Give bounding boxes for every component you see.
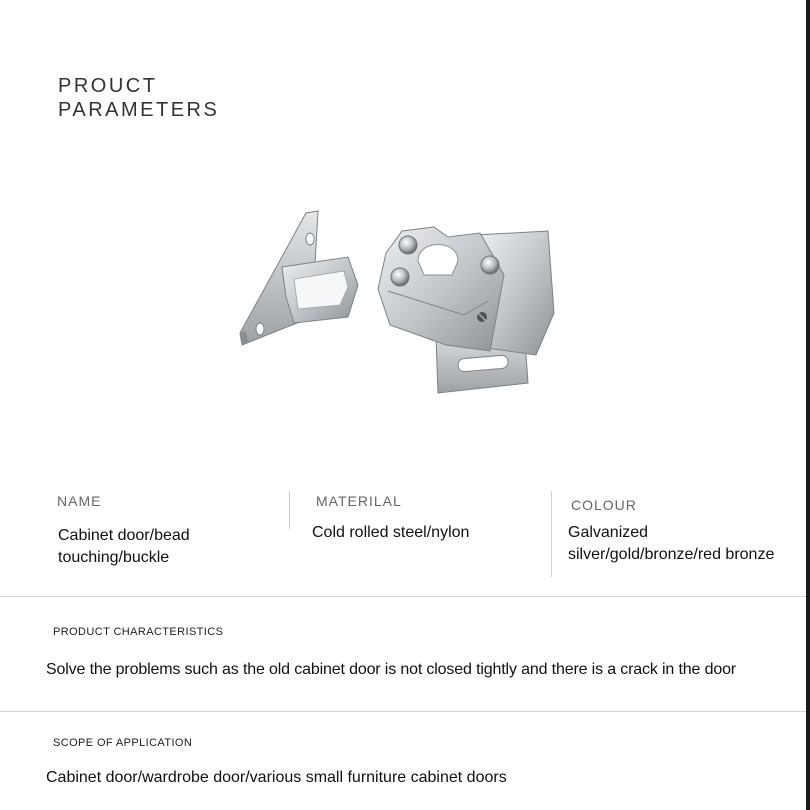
name-value-line2: touching/buckle — [58, 549, 170, 566]
colour-value — [568, 522, 774, 566]
material-value: Cold rolled steel/nylon — [312, 524, 470, 541]
scope-text: Cabinet door/wardrobe door/various small furniture cabinet doors — [46, 769, 507, 786]
colour-label: COLOUR — [571, 497, 637, 513]
name-value-line1: Cabinet door/bead — [58, 527, 190, 544]
name-label: NAME — [57, 493, 102, 509]
page-title-line1: PROUCT — [58, 75, 158, 97]
product-image — [236, 205, 576, 405]
section-divider-2 — [0, 711, 806, 712]
page-title — [58, 74, 219, 122]
colour-value-line1: Galvanized — [568, 524, 649, 541]
column-divider-2 — [551, 491, 552, 577]
characteristics-label: PRODUCT CHARACTERISTICS — [53, 626, 224, 638]
strike-plate — [240, 211, 358, 345]
scope-label: SCOPE OF APPLICATION — [53, 737, 193, 749]
right-edge-border — [806, 0, 810, 810]
colour-value-line2: silver/gold/bronze/red bronze — [568, 546, 775, 563]
page-title-line2: PARAMETERS — [58, 99, 220, 121]
section-divider-1 — [0, 596, 806, 597]
characteristics-text: Solve the problems such as the old cabinet door is not closed tightly and there is a crack in the door — [46, 661, 736, 678]
name-value — [58, 525, 190, 569]
latch-body — [378, 227, 554, 393]
column-divider-1 — [289, 491, 290, 529]
material-label: MATERILAL — [316, 493, 402, 509]
